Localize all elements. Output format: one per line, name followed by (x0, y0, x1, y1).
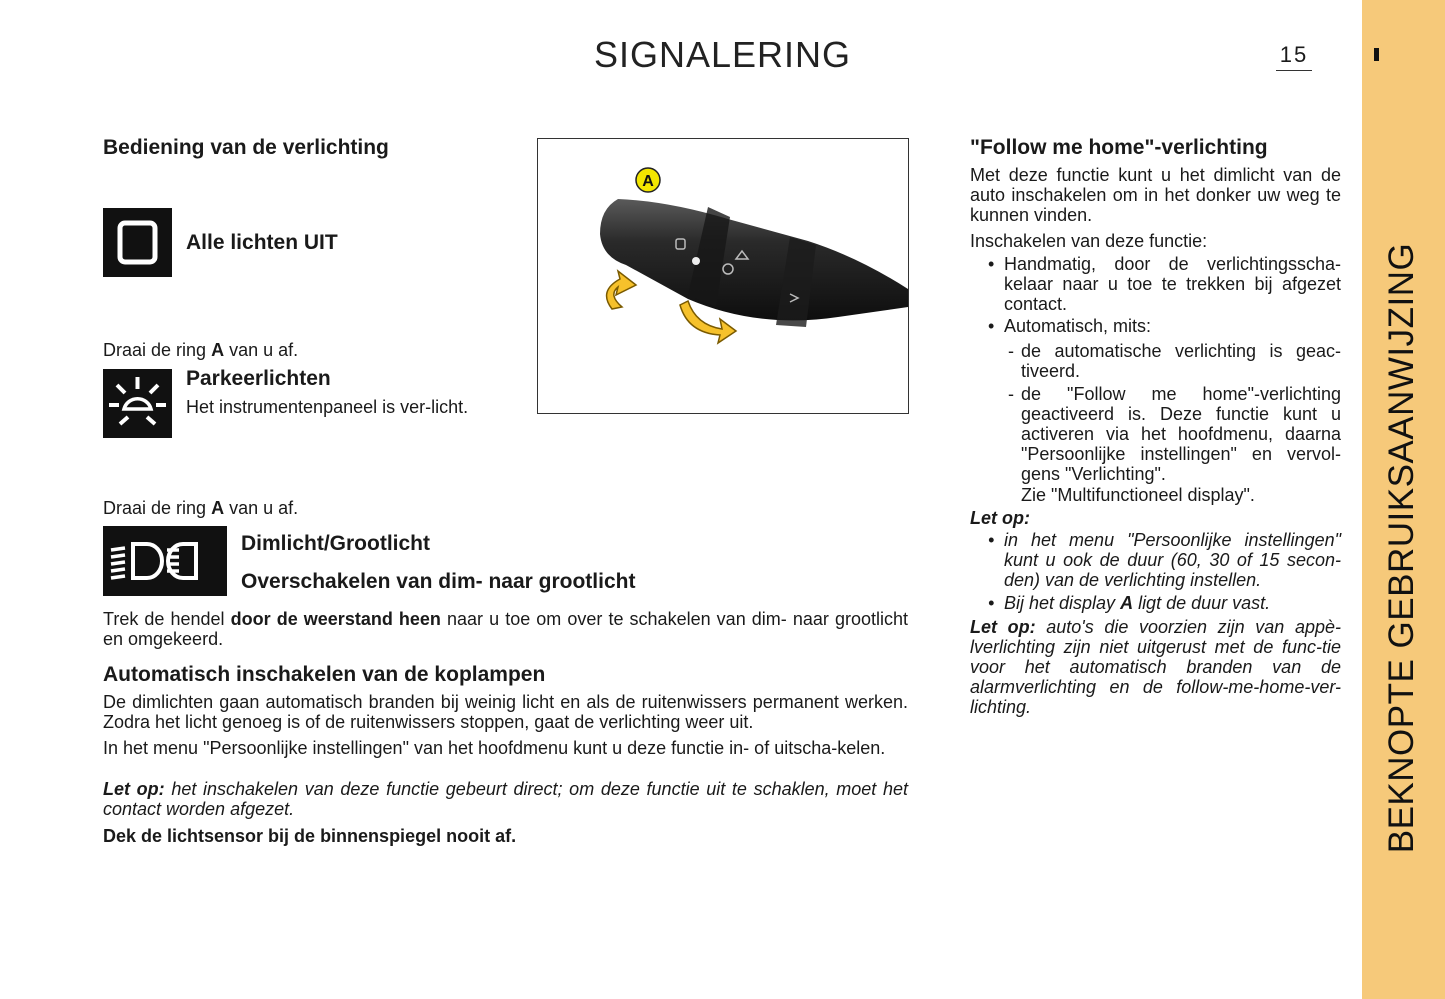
auto-conditions-list (1008, 341, 1341, 381)
follow-me-home-p1: Met deze functie kunt u het dimlicht van de auto inschakelen om in het donker uw weg te kunnen vinden. (970, 165, 1341, 225)
section-heading-lighting: Bediening van de verlichting (103, 136, 389, 159)
light-sensor-warning: Dek de lichtsensor bij de binnenspiegel nooit af. (103, 826, 517, 846)
side-tab-label: BEKNOPTE GEBRUIKSAANWIJZING (1382, 242, 1421, 854)
photo-label-a: A (642, 173, 654, 190)
auto-headlights-p2: In het menu "Persoonlijke instellingen" van het hoofdmenu kunt u deze functie in- of uitscha-kelen. (103, 738, 886, 758)
condition-auto-lighting: - de automatische verlichting is geac-tiveerd. (1008, 341, 1341, 381)
activation-list (988, 254, 1341, 314)
activation-auto: • Automatisch, mits: (988, 316, 1341, 336)
light-stalk-photo (537, 138, 909, 414)
parking-lights-text: Het instrumentenpaneel is ver-licht. (186, 397, 469, 417)
condition-follow-me-home: - de "Follow me home"-verlichting geactiveerd is. Deze functie kunt u activeren via het hoofdmenu, daarna "Persoonlijke instellingen" en vervol-gens "Verlichting". (1008, 384, 1341, 484)
note-1-label: Let op: (970, 508, 1030, 528)
auto-conditions-list-2 (1008, 384, 1341, 484)
note-2: Let op: auto's die voorzien zijn van appè-lverlichting zijn niet uitgerust met de func-tie voor het automatisch branden van de alarmverlichting en de follow-me-home-ver-lichting. (970, 617, 1341, 717)
beams-subtitle: Overschakelen van dim- naar grootlicht (241, 570, 636, 593)
note-1-display-a: • Bij het display A ligt de duur vast. (988, 593, 1341, 613)
dipped-main-beam-icon (103, 526, 227, 596)
beams-title: Dimlicht/Grootlicht (241, 532, 430, 555)
activation-manual: • Handmatig, door de verlichtingsscha-kelaar naar u toe te trekken bij afgezet contact. (988, 254, 1341, 314)
note-1-duration: • in het menu "Persoonlijke instellingen" kunt u ook de duur (60, 30 of 15 secon-den) van de verlichting instellen. (988, 530, 1341, 590)
auto-headlights-heading: Automatisch inschakelen van de koplampen (103, 663, 546, 686)
note-1-list (988, 530, 1341, 590)
activation-auto-list (988, 316, 1341, 336)
page-number: 15 (1276, 42, 1312, 71)
lights-off-label: Alle lichten UIT (186, 231, 338, 254)
turn-ring-instruction-1: Draai de ring A van u af. (103, 340, 299, 360)
parking-lights-title: Parkeerlichten (186, 367, 331, 390)
page-title: SIGNALERING (593, 34, 852, 75)
beams-text: Trek de hendel door de weerstand heen naar u toe om over te schakelen van dim- naar grootlicht en omgekeerd. (103, 609, 908, 649)
follow-me-home-p2: Inschakelen van deze functie: (970, 231, 1208, 251)
auto-headlights-note: Let op: het inschakelen van deze functie gebeurt direct; om deze functie uit te schaklen, moet het contact worden afgezet. (103, 779, 908, 819)
parking-lights-icon (103, 369, 172, 438)
note-1-list-2 (988, 593, 1341, 613)
tab-marker (1374, 48, 1379, 61)
see-multifunction-display: Zie "Multifunctioneel display". (1021, 485, 1255, 505)
follow-me-home-heading: "Follow me home"-verlichting (970, 136, 1268, 159)
auto-headlights-p1: De dimlichten gaan automatisch branden bij weinig licht en als de ruitenwissers permanent werken. Zodra het licht genoeg is of de ruitenwissers stoppen, gaat de verlichting weer uit. (103, 692, 908, 732)
lights-off-icon (103, 208, 172, 277)
turn-ring-instruction-2: Draai de ring A van u af. (103, 498, 299, 518)
